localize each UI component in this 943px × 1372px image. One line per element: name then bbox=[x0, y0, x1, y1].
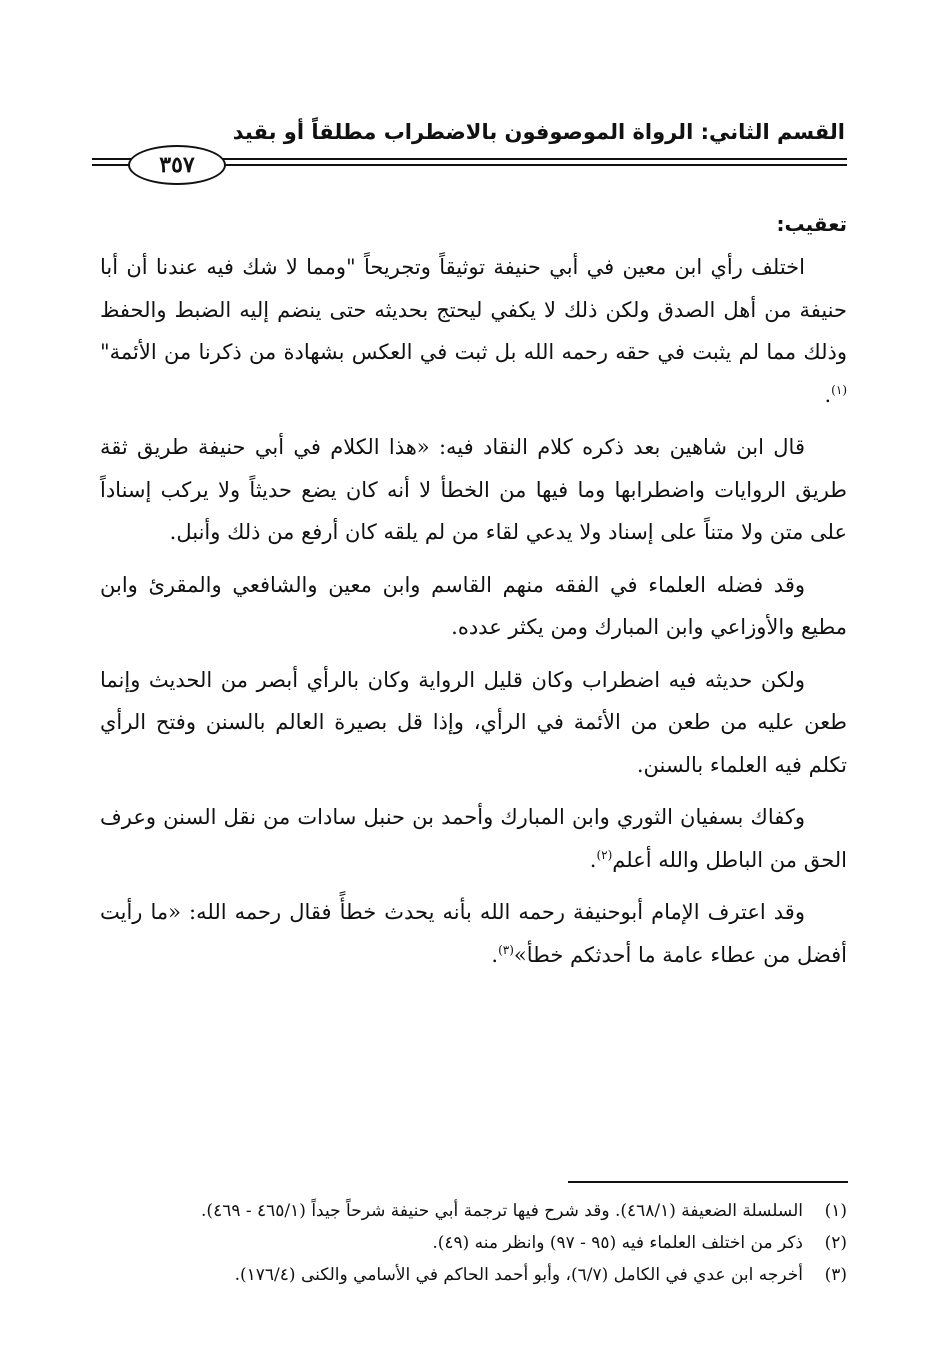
footnote-number: (٣) bbox=[824, 1265, 847, 1285]
page-number: ٣٥٧ bbox=[128, 145, 226, 185]
footnote-number: (١) bbox=[824, 1201, 847, 1221]
paragraph bbox=[100, 564, 847, 649]
footnote bbox=[100, 1195, 847, 1227]
running-header-title: القسم الثاني: الرواة الموصوفون بالاضطراب مطلقاً أو بقيد bbox=[232, 120, 845, 144]
footnote-text: أخرجه ابن عدي في الكامل (٦/٧)، وأبو أحمد الحاكم في الأسامي والكنى (١٧٦/٤). bbox=[234, 1265, 803, 1285]
paragraph bbox=[100, 796, 847, 881]
footnote-ref: (٢) bbox=[596, 847, 613, 862]
section-heading: تعقيب: bbox=[776, 212, 847, 236]
footnote bbox=[100, 1227, 847, 1259]
footnote bbox=[100, 1259, 847, 1291]
paragraph-text: اختلف رأي ابن معين في أبي حنيفة توثيقاً وتجريحاً "ومما لا شك فيه عندنا أن أبا حنيفة من أهل الصدق ولكن ذلك لا يكفي ليحتج بحديثه حتى ينضم إليه الضبط والحفظ وذلك مما لم يثبت في حقه رحمه الله بل ثبت في العكس بشهادة من ذكرنا من الأئمة" bbox=[100, 255, 847, 364]
footnote-text: السلسلة الضعيفة (٤٦٨/١). وقد شرح فيها ترجمة أبي حنيفة شرحاً جيداً (٤٦٥/١ - ٤٦٩). bbox=[201, 1201, 803, 1221]
main-text bbox=[100, 202, 847, 986]
paragraph bbox=[100, 659, 847, 787]
paragraph bbox=[100, 426, 847, 554]
footnote-number: (٢) bbox=[824, 1233, 847, 1253]
footnote-ref: (٣) bbox=[498, 942, 514, 957]
footnote-separator bbox=[568, 1181, 848, 1183]
paragraph-end: . bbox=[491, 942, 499, 967]
paragraph-text: قال ابن شاهين بعد ذكره كلام النقاد فيه: «هذا الكلام في أبي حنيفة طريق ثقة طريق الروايات واضطرابها وما فيها من الخطأ لا أنه كان يضع حديثاً ولا يركب إسناداً على متن ولا متناً على إسناد ولا يدعي لقاء من لم يلقه كان أرفع من ذلك وأنبل. bbox=[100, 435, 847, 544]
paragraph bbox=[100, 891, 847, 976]
paragraph-text: وقد فضله العلماء في الفقه منهم القاسم وابن معين والشافعي والمقرئ وابن مطيع والأوزاعي وابن المبارك ومن يكثر عدده. bbox=[100, 572, 847, 639]
paragraph bbox=[100, 246, 847, 416]
footnotes bbox=[100, 1195, 847, 1291]
paragraph-end: . bbox=[824, 382, 832, 407]
footnote-text: ذكر من اختلف العلماء فيه (٩٥ - ٩٧) وانظر منه (٤٩). bbox=[432, 1233, 803, 1253]
paragraph-text: وقد اعترف الإمام أبوحنيفة رحمه الله بأنه يحدث خطأً فقال رحمه الله: «ما رأيت أفضل من عطاء عامة ما أحدثكم خطأ» bbox=[100, 900, 847, 967]
footnote-ref: (١) bbox=[831, 382, 847, 397]
paragraph-text: وكفاك بسفيان الثوري وابن المبارك وأحمد بن حنبل سادات من نقل السنن وعرف الحق من الباطل والله أعلم bbox=[100, 805, 847, 872]
paragraph-end: . bbox=[589, 847, 597, 872]
paragraph-text: ولكن حديثه فيه اضطراب وكان قليل الرواية وكان بالرأي أبصر من الحديث وإنما طعن عليه من طعن من الأئمة في الرأي، وإذا قل بصيرة العالم بالسنن وفتح الرأي تكلم فيه العلماء بالسنن. bbox=[100, 667, 847, 777]
